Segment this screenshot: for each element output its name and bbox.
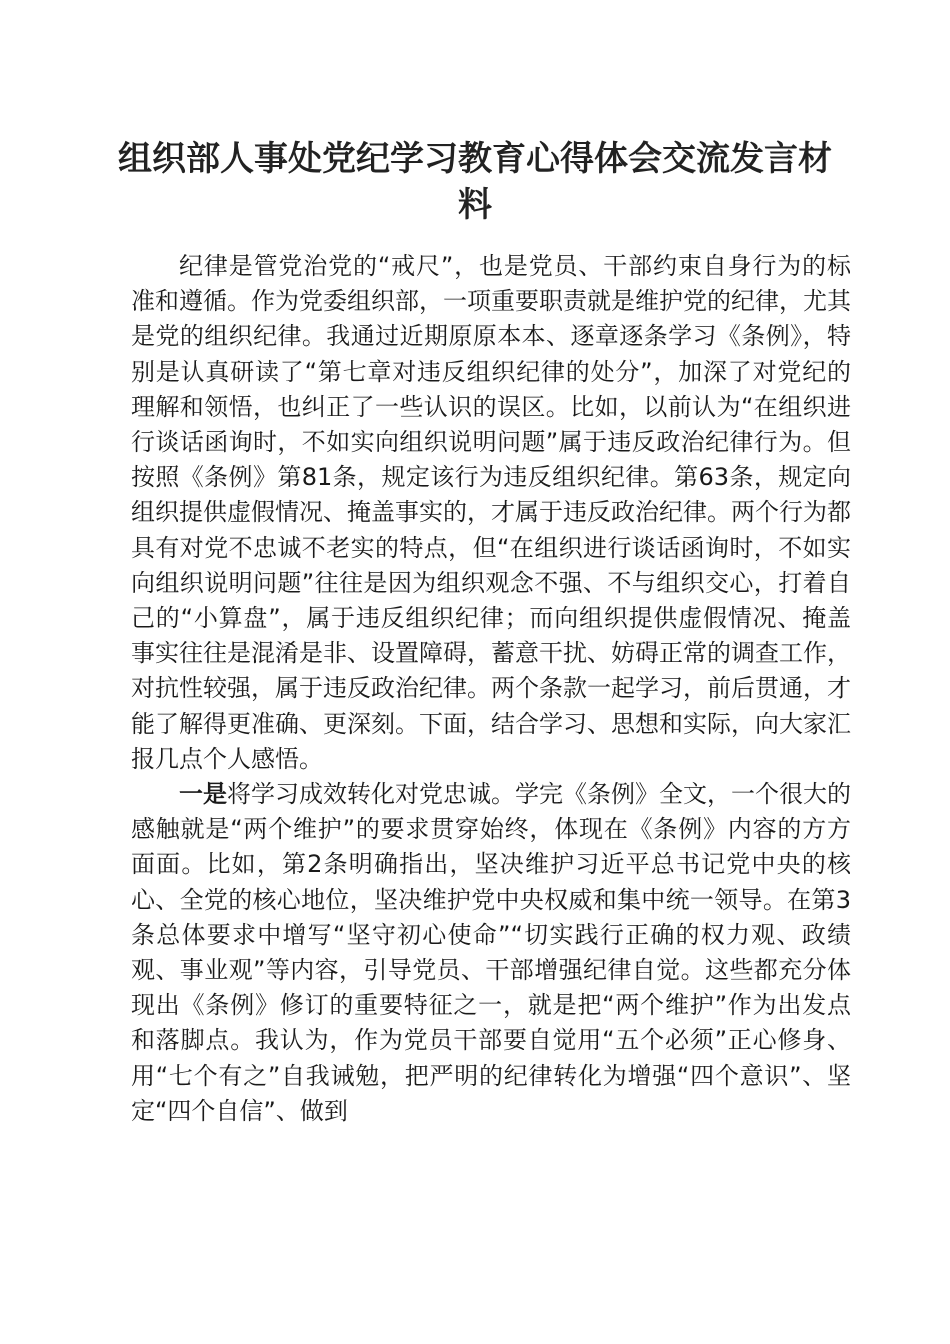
paragraph-intro xyxy=(131,249,851,777)
document-title: 组织部人事处党纪学习教育心得体会交流发言材料 xyxy=(118,139,832,225)
paragraph-text: 将学习成效转化对党忠诚。学完《条例》全文，一个很大的感触就是“两个维护”的要求贯穿始终，体现在《条例》内容的方方面面。比如，第2条明确指出，坚决维护习近平总书记党中央的核心、全党的核心地位，坚决维护党中央权威和集中统一领导。在第3条总体要求中增写“坚守初心使命”“切实践行正确的权力观、政绩观、事业观”等内容，引导党员、干部增强纪律自觉。这些都充分体现出《条例》修订的重要特征之一，就是把“两个维护”作为出发点和落脚点。我认为，作为党员干部要自觉用“五个必须”正心修身、用“七个有之”自我诫勉，把严明的纪律转化为增强“四个意识”、坚定“四个自信”、做到 xyxy=(131,780,851,1125)
paragraph-lead: 一是 xyxy=(179,780,227,809)
paragraph-text: 纪律是管党治党的“戒尺”，也是党员、干部约束自身行为的标准和遵循。作为党委组织部，一项重要职责就是维护党的纪律，尤其是党的组织纪律。我通过近期原原本本、逐章逐条学习《条例》，特别是认真研读了“第七章对违反组织纪律的处分”，加深了对党纪的理解和领悟，也纠正了一些认识的误区。比如，以前认为“在组织进行谈话函询时，不如实向组织说明问题”属于违反政治纪律行为。但按照《条例》第81条，规定该行为违反组织纪律。第63条，规定向组织提供虚假情况、掩盖事实的，才属于违反政治纪律。两个行为都具有对党不忠诚不老实的特点，但“在组织进行谈话函询时，不如实向组织说明问题”往往是因为组织观念不强、不与组织交心，打着自己的“小算盘”，属于违反组织纪律；而向组织提供虚假情况、掩盖事实往往是混淆是非、设置障碍，蓄意干扰、妨碍正常的调查工作，对抗性较强，属于违反政治纪律。两个条款一起学习，前后贯通，才能了解得更准确、更深刻。下面，结合学习、思想和实际，向大家汇报几点个人感悟。 xyxy=(131,252,851,773)
paragraph-point-one xyxy=(131,777,851,1129)
document-body xyxy=(131,249,851,1129)
